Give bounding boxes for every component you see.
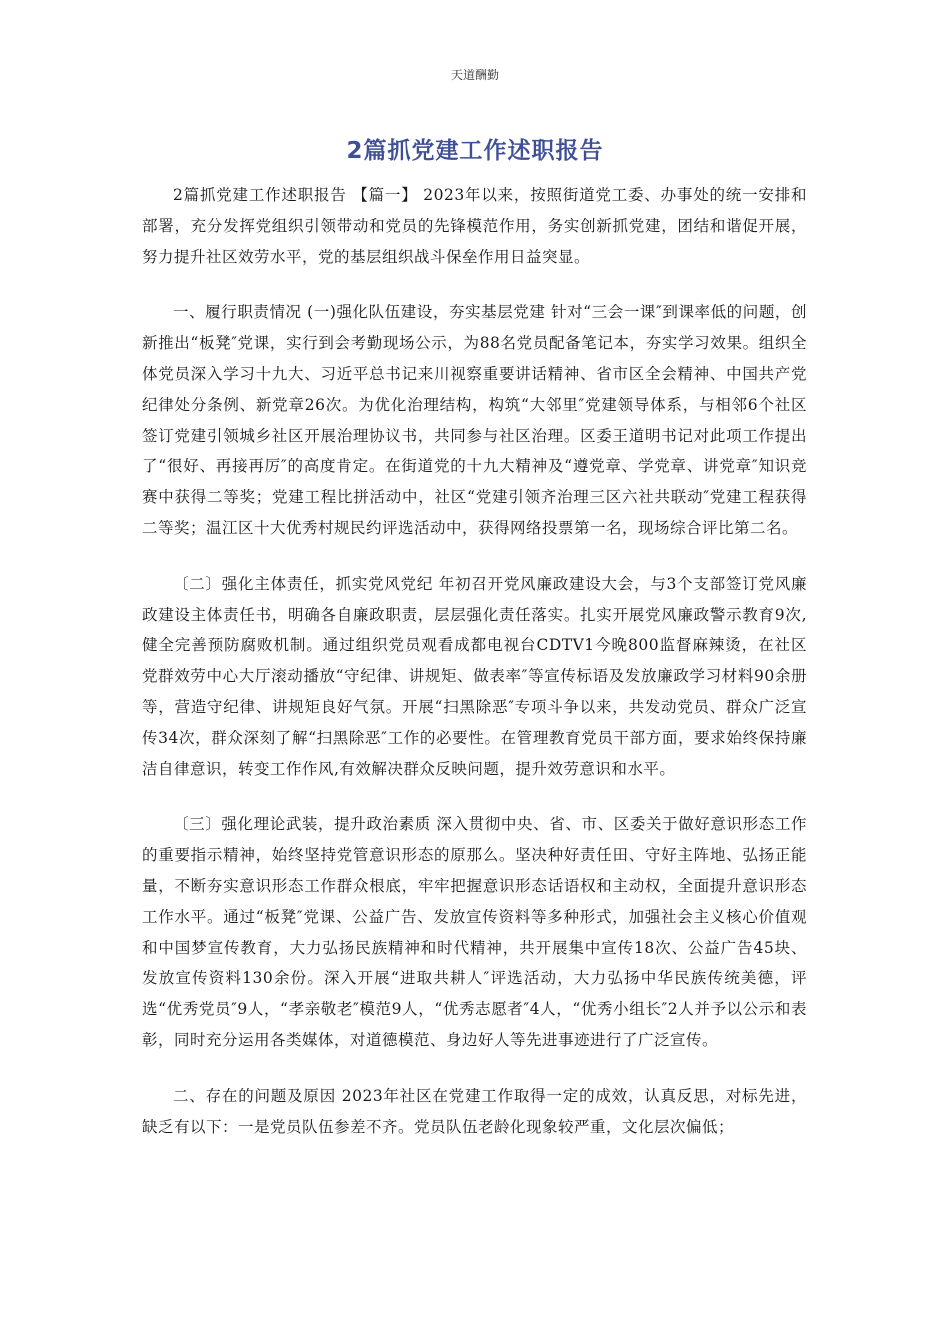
document-title: 2篇抓党建工作述职报告	[346, 138, 604, 164]
document-body	[142, 180, 807, 1167]
paragraph-section-3: 〔三〕强化理论武装，提升政治素质 深入贯彻中央、省、市、区委关于做好意识形态工作的重要指示精神，始终坚持党管意识形态的原那么。坚决种好责任田、守好主阵地、弘扬正能量，不断夯实意识形态工作群众根底，牢牢把握意识形态话语权和主动权，全面提升意识形态工作水平。通过“板凳″党课、公益广告、发放宣传资料等多种形式，加强社会主义核心价值观和中国梦宣传教育，大力弘扬民族精神和时代精神，共开展集中宣传18次、公益广告45块、发放宣传资料130余份。深入开展“进取共耕人″评选活动，大力弘扬中华民族传统美德，评选“优秀党员″9人，“孝亲敬老″模范9人，“优秀志愿者″4人，“优秀小组长″2人并予以公示和表彰，同时充分运用各类媒体，对道德模范、身边好人等先进事迹进行了广泛宣传。	[142, 815, 807, 1049]
paragraph-section-1: 一、履行职责情况 (一)强化队伍建设，夯实基层党建 针对“三会一课″到课率低的问题，创新推出“板凳″党课，实行到会考勤现场公示，为88名党员配备笔记本，夯实学习效果。组织全体党员深入学习十九大、习近平总书记来川视察重要讲话精神、省市区全会精神、中国共产党纪律处分条例、新党章26次。为优化治理结构，构筑“大邻里″党建领导体系，与相邻6个社区签订党建引领城乡社区开展治理协议书，共同参与社区治理。区委王道明书记对此项工作提出了“很好、再接再厉″的高度肯定。在街道党的十九大精神及“遵党章、学党章、讲党章″知识竞赛中获得二等奖；党建工程比拼活动中，社区“党建引领齐治理三区六社共联动″党建工程获得二等奖；温江区十大优秀村规民约评选活动中，获得网络投票第一名，现场综合评比第二名。	[142, 303, 807, 537]
paragraph-intro: 2篇抓党建工作述职报告 【篇一】 2023年以来，按照街道党工委、办事处的统一安排和部署，充分发挥党组织引领带动和党员的先锋模范作用，务实创新抓党建，团结和谐促开展，努力提升社区效劳水平，党的基层组织战斗保垒作用日益突显。	[142, 186, 807, 266]
page-header: 天道酬勤	[450, 68, 499, 82]
paragraph-problems: 二、存在的问题及原因 2023年社区在党建工作取得一定的成效，认真反思，对标先进，缺乏有以下：一是党员队伍参差不齐。党员队伍老龄化现象较严重，文化层次偏低；	[142, 1086, 807, 1136]
paragraph-section-2: 〔二〕强化主体责任，抓实党风党纪 年初召开党风廉政建设大会，与3个支部签订党风廉政建设主体责任书，明确各自廉政职责，层层强化责任落实。扎实开展党风廉政警示教育9次,健全完善预防腐败机制。通过组织党员观看成都电视台CDTV1今晚800监督麻辣烫，在社区党群效劳中心大厅滚动播放“守纪律、讲规矩、做表率″等宣传标语及发放廉政学习材料90余册等，营造守纪律、讲规矩良好气氛。开展“扫黑除恶″专项斗争以来，共发动党员、群众广泛宣传34次，群众深刻了解“扫黑除恶″工作的必要性。在管理教育党员干部方面，要求始终保持廉洁自律意识，转变工作作风,有效解决群众反映问题，提升效劳意识和水平。	[142, 574, 807, 778]
